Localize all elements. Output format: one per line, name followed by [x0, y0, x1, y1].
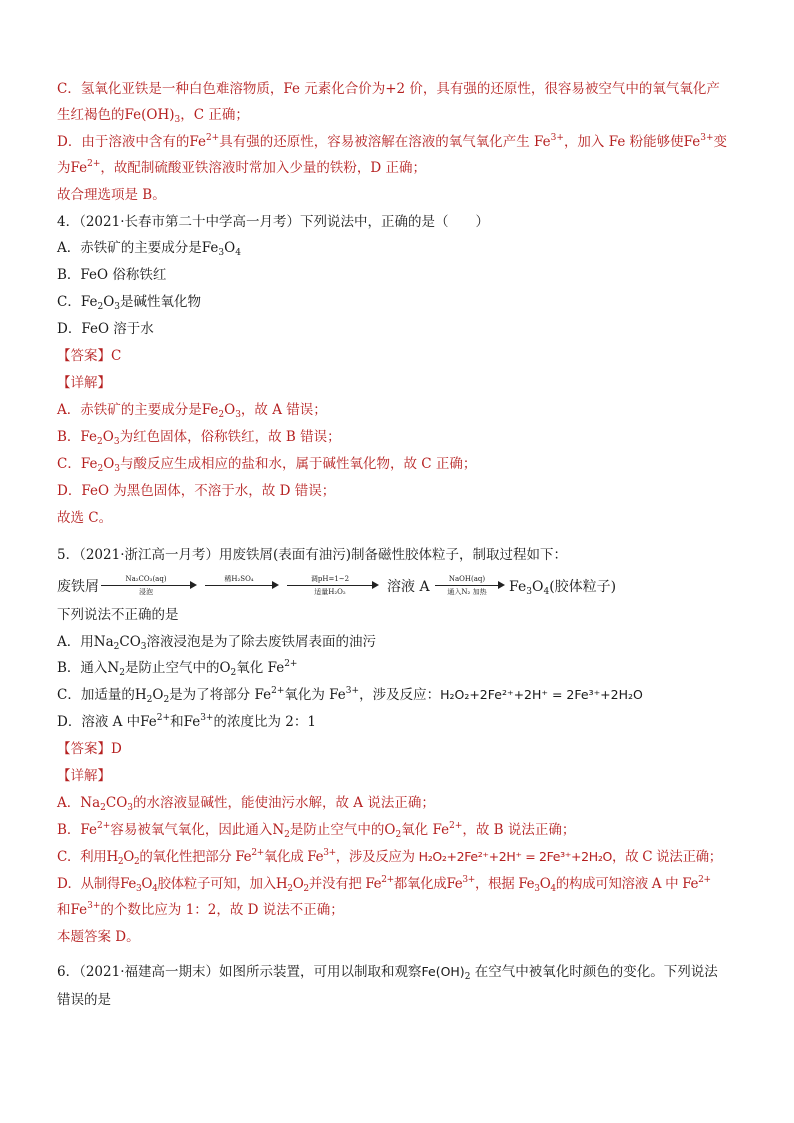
- formula: O: [531, 579, 544, 595]
- superscript: 3+: [87, 901, 101, 911]
- subscript: 3: [235, 410, 241, 420]
- q5-option-c: C．加适量的$H_2O_2$是为了将部分 $Fe^{2+}$氧化为 $Fe^{3+}$，涉及反应：H₂O₂+2Fe²⁺+2H⁺ = 2Fe³⁺+2H₂O: [57, 686, 643, 705]
- formula: Fe: [365, 876, 382, 892]
- arrow-condition: NaOH(aq): [448, 575, 486, 583]
- text: 的浓度比为 2：1: [213, 714, 316, 730]
- formula: Fe: [183, 714, 201, 730]
- formula: Fe: [80, 456, 98, 472]
- text: (胶体粒子): [549, 579, 617, 595]
- flow-start: 废铁屑: [57, 579, 99, 595]
- q3-explanation-c-line2: [57, 105, 249, 125]
- text: 氧化: [401, 822, 429, 838]
- superscript: 3+: [323, 848, 336, 858]
- q3-explanation-d-line2: [57, 158, 426, 178]
- q4-explanation-a: A．赤铁矿的主要成分是$Fe_2O_3$，故 A 错误；: [57, 402, 327, 420]
- subscript: 2: [97, 464, 104, 474]
- text: ，故 B 说法正确；: [462, 822, 576, 838]
- formula: Fe: [432, 822, 450, 838]
- text: 溶液浸泡是为了除去废铁屑表面的油污: [146, 634, 376, 650]
- q4-option-b: B．FeO 俗称铁红: [57, 267, 167, 283]
- formula: Fe: [70, 902, 88, 918]
- superscript: 2+: [284, 659, 298, 669]
- subscript: 2: [464, 972, 471, 982]
- text: 和: [170, 714, 184, 730]
- superscript: 3+: [462, 875, 475, 885]
- formula: Fe: [683, 134, 701, 150]
- text: A．: [57, 795, 81, 811]
- arrow-condition: 浸泡: [139, 588, 153, 596]
- subscript: 3: [534, 884, 540, 894]
- text: D．由于溶液中含有的: [57, 134, 190, 150]
- subscript: 2: [146, 695, 153, 705]
- flow-arrow-1: [101, 574, 197, 598]
- formula: Fe: [80, 294, 98, 310]
- text: 的氧化性把部分: [139, 849, 232, 865]
- q4-explanation-b: B．$Fe_2O_3$为红色固体，俗称铁红，故 B 错误；: [57, 429, 341, 447]
- formula: Fe: [509, 579, 527, 595]
- subscript: 2: [218, 410, 225, 420]
- q5-detail-heading: 【详解】: [57, 768, 111, 784]
- text: 氧化成: [263, 849, 304, 865]
- arrow-condition: 适量H₂O₂: [314, 588, 346, 596]
- text: ，故 A 错误；: [240, 402, 327, 418]
- superscript: 2+: [156, 713, 171, 723]
- flow-solution-a: 溶液 A: [387, 579, 430, 595]
- text: 为: [57, 160, 71, 176]
- superscript: 2+: [698, 875, 711, 885]
- formula: Fe: [254, 687, 272, 703]
- superscript: 2+: [205, 133, 220, 143]
- superscript: 2+: [271, 686, 285, 696]
- text: 是为了将部分: [169, 687, 251, 703]
- formula: Fe: [80, 429, 98, 445]
- subscript: 2: [113, 642, 120, 652]
- q3-conclusion: 故合理选项是 B。: [57, 187, 166, 203]
- text: ，故 C 说法正确；: [611, 849, 722, 865]
- subscript: 2: [97, 437, 103, 447]
- equation: H₂O₂+2Fe²⁺+2H⁺ = 2Fe³⁺+2H₂O: [418, 849, 612, 864]
- text: ，C 正确；: [180, 107, 249, 123]
- q3-explanation-c-line1: [57, 79, 720, 99]
- q4-stem: 4．（2021·长春市第二十中学高一月考）下列说法中，正确的是（ ）: [57, 214, 489, 230]
- equation: H₂O₂+2Fe²⁺+2H⁺ = 2Fe³⁺+2H₂O: [440, 687, 643, 702]
- arrow-condition: Na₂CO₃(aq): [125, 575, 167, 583]
- text: 都氧化成: [393, 876, 447, 892]
- formula: Fe: [140, 714, 157, 730]
- subscript: 3: [127, 803, 133, 813]
- superscript: 2+: [87, 159, 101, 169]
- formula: Fe: [120, 876, 136, 892]
- q5-option-b: B．通入$N_2$是防止空气中的$O_2$氧化 $Fe^{2+}$: [57, 659, 298, 678]
- text: C．加适量的: [57, 687, 135, 703]
- q4-option-a: A．赤铁矿的主要成分是$Fe_3O_4$: [57, 240, 241, 258]
- formula: Fe: [329, 687, 346, 703]
- subscript: 2: [117, 857, 124, 867]
- q6-stem-line1: [57, 962, 718, 982]
- flow-arrow-3: [287, 574, 379, 598]
- text: A．赤铁矿的主要成分是: [57, 240, 202, 256]
- text: 容易被氧气氧化，因此通入: [110, 822, 273, 838]
- text: B．: [57, 429, 81, 445]
- text: 与酸反应生成相应的盐和水，属于碱性氧化物，故 C 正确；: [120, 456, 477, 472]
- arrow-condition: 通入N₂ 加热: [447, 588, 487, 596]
- text: 变: [713, 134, 728, 150]
- text: 的个数比应为 1：2，故 D 说法不正确；: [100, 902, 344, 918]
- text: 生红褐色的: [57, 107, 125, 123]
- text: 并没有把: [308, 876, 362, 892]
- text: A．用: [57, 634, 94, 650]
- q4-option-d: D．FeO 溶于水: [57, 321, 154, 337]
- formula: Fe(OH): [124, 107, 175, 123]
- text: ，故配制硫酸亚铁溶液时常加入少量的铁粉，D 正确；: [100, 160, 427, 176]
- flow-arrow-4: [435, 574, 505, 598]
- text: 氧化: [236, 660, 264, 676]
- formula: Fe(OH): [421, 964, 465, 979]
- formula: Fe: [534, 134, 551, 150]
- q5-prompt: 下列说法不正确的是: [57, 607, 179, 623]
- q4-detail-heading: 【详解】: [57, 375, 111, 391]
- subscript: 2: [97, 302, 104, 312]
- q5-option-a: A．用$Na_2CO_3$溶液浸泡是为了除去废铁屑表面的油污: [57, 634, 376, 652]
- subscript: 3: [114, 302, 121, 312]
- text: 在空气中被氧化时颜色的变化。下列说法: [474, 964, 718, 980]
- q5-answer: 【答案】D: [57, 741, 122, 757]
- text: ，涉及反应：: [359, 687, 441, 703]
- superscript: 2+: [251, 848, 264, 858]
- q5-explanation-d-line1: D．从制得$Fe_3O_4$胶体粒子可知，加入$H_2O_2$并没有把 $Fe^{2+}$都氧化成$Fe^{3+}$，根据 $Fe_3O_4$的构成可知溶液 A 中 $Fe^{2+}$: [57, 875, 711, 894]
- q5-conclusion: 本题答案 D。: [57, 929, 140, 945]
- q5-explanation-b: B．$Fe^{2+}$容易被氧气氧化，因此通入$N_2$是防止空气中的$O_2$氧化 $Fe^{2+}$，故 B 说法正确；: [57, 821, 576, 840]
- flow-arrow-2: [205, 574, 279, 598]
- subscript: 3: [113, 437, 120, 447]
- q5-explanation-c: C．利用$H_2O_2$的氧化性把部分 $Fe^{2+}$氧化成 $Fe^{3+}$，涉及反应为 H₂O₂+2Fe²⁺+2H⁺ = 2Fe³⁺+2H₂O，故 C 说法正确；: [57, 848, 722, 867]
- subscript: 4: [235, 248, 241, 258]
- subscript: 2: [100, 803, 106, 813]
- subscript: 2: [284, 830, 290, 840]
- q5-explanation-d-line2: [57, 900, 344, 920]
- text: B．: [57, 822, 81, 838]
- q5-process-flow: [57, 574, 697, 598]
- text: D．从制得: [57, 876, 121, 892]
- text: 是防止空气中的: [289, 822, 385, 838]
- subscript: 2: [395, 830, 402, 840]
- subscript: 4: [152, 884, 158, 894]
- text: B．通入: [57, 660, 108, 676]
- text: C．: [57, 294, 81, 310]
- formula: Fe: [80, 822, 98, 838]
- superscript: 3+: [345, 686, 360, 696]
- text: 胶体粒子可知，加入: [157, 876, 276, 892]
- text: ，加入 Fe 粉能够使: [563, 134, 684, 150]
- text: 的构成可知溶液 A 中: [555, 876, 679, 892]
- superscript: 2+: [97, 821, 111, 831]
- text: ，根据: [474, 876, 515, 892]
- subscript: 3: [526, 587, 532, 597]
- superscript: 3+: [700, 133, 714, 143]
- subscript: 4: [550, 884, 556, 894]
- subscript: 3: [218, 248, 225, 258]
- subscript: 2: [230, 668, 237, 678]
- subscript: 2: [287, 884, 293, 894]
- formula: Fe: [267, 660, 285, 676]
- formula: Fe: [307, 849, 324, 865]
- superscript: 2+: [381, 875, 394, 885]
- formula: Fe: [518, 876, 535, 892]
- superscript: 3+: [550, 133, 564, 143]
- text: ，涉及反应为: [335, 849, 415, 865]
- subscript: 2: [119, 668, 125, 678]
- formula: Fe: [189, 134, 206, 150]
- text: 是碱性氧化物: [120, 294, 202, 310]
- formula: Fe: [201, 402, 219, 418]
- q5-option-d: [57, 712, 316, 732]
- q4-explanation-d: D．FeO 为黑色固体，不溶于水，故 D 错误；: [57, 483, 336, 499]
- text: 6．（2021·福建高一期末）如图所示装置，可用以制取和观察: [57, 964, 422, 980]
- flow-product: [509, 576, 616, 596]
- text: C．: [57, 456, 81, 472]
- subscript: 2: [163, 695, 170, 705]
- q4-explanation-c: C．$Fe_2O_3$与酸反应生成相应的盐和水，属于碱性氧化物，故 C 正确；: [57, 456, 477, 474]
- text: D．溶液 A 中: [57, 714, 141, 730]
- q4-conclusion: 故选 C。: [57, 510, 113, 526]
- text: C．利用: [57, 849, 107, 865]
- text: 为红色固体，俗称铁红，故 B 错误；: [119, 429, 341, 445]
- text: 氧化为: [284, 687, 325, 703]
- text: 的水溶液显碱性，能使油污水解，故 A 说法正确；: [133, 795, 435, 811]
- superscript: 3+: [200, 713, 214, 723]
- subscript: 3: [136, 884, 142, 894]
- text: C．氢氧化亚铁是一种白色难溶物质，Fe 元素化合价为+2 价，具有强的还原性，很容易被空气中的氧气氧化产: [57, 81, 720, 97]
- arrow-condition: 调pH=1~2: [310, 575, 350, 583]
- subscript: 3: [174, 115, 181, 125]
- q5-stem: 5．（2021·浙江高一月考）用废铁屑(表面有油污)制备磁性胶体粒子，制取过程如下：: [57, 547, 568, 563]
- subscript: 4: [543, 587, 550, 597]
- arrow-condition: 稀H₂SO₄: [224, 575, 254, 583]
- subscript: 3: [140, 642, 147, 652]
- subscript: 3: [114, 464, 121, 474]
- subscript: 2: [303, 884, 309, 894]
- text: 具有强的还原性，容易被溶解在溶液的氧气氧化产生: [219, 134, 530, 150]
- text: 是防止空气中的: [124, 660, 220, 676]
- text: 和: [57, 902, 71, 918]
- q3-explanation-d-line1: [57, 132, 727, 152]
- text: A．赤铁矿的主要成分是: [57, 402, 202, 418]
- superscript: 2+: [449, 821, 463, 831]
- q4-option-c: C．$Fe_2O_3$是碱性氧化物: [57, 294, 202, 312]
- q4-answer: 【答案】C: [57, 348, 122, 364]
- subscript: 2: [133, 857, 140, 867]
- formula: Fe: [235, 849, 252, 865]
- formula: Fe: [446, 876, 463, 892]
- formula: Fe: [682, 876, 699, 892]
- formula: Fe: [70, 160, 88, 176]
- formula: Fe: [201, 240, 219, 256]
- q5-explanation-a: A．$Na_2CO_3$的水溶液显碱性，能使油污水解，故 A 说法正确；: [57, 795, 435, 813]
- q6-stem-line2: 错误的是: [57, 992, 111, 1008]
